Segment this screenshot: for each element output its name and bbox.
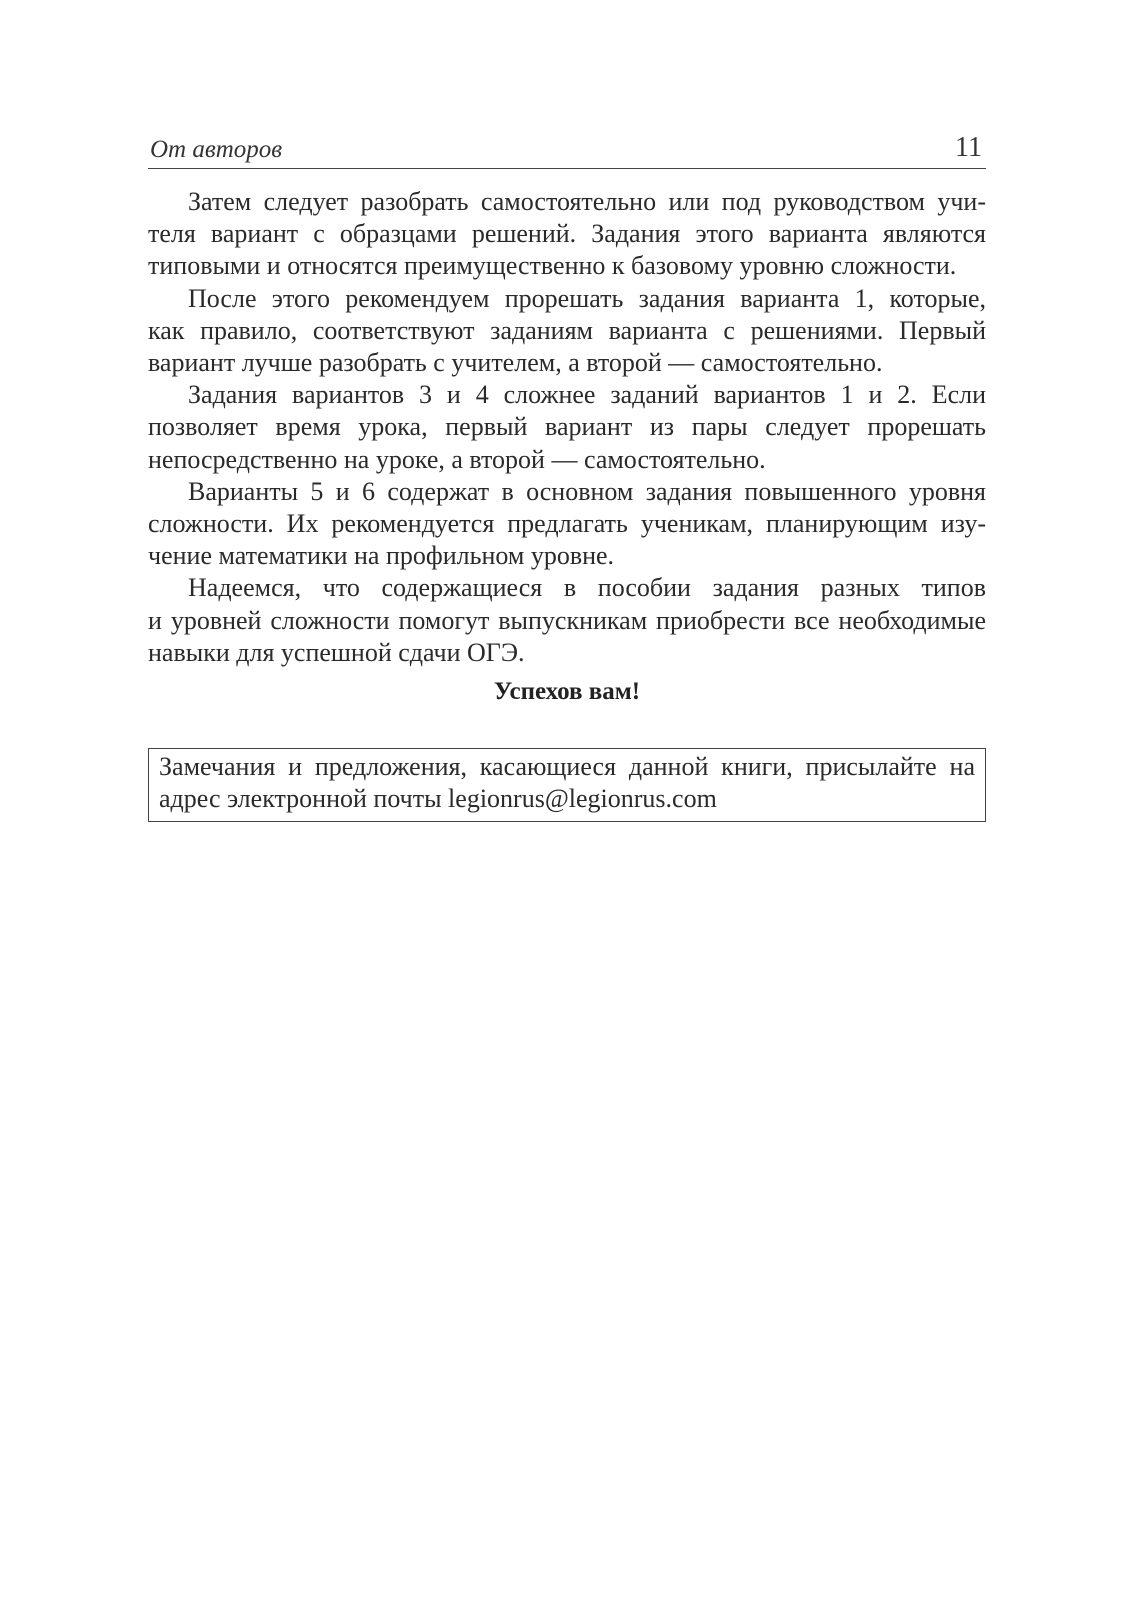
text-line: Затем следует разобрать самостоятельно или под руководством учи-: [188, 187, 986, 216]
text-line: типовыми и относятся преимущественно к базовому уровню сложности.: [148, 251, 957, 281]
text-line: непосредственно на уроке, а второй — самостоятельно.: [148, 444, 766, 474]
text-line: вариант лучше разобрать с учителем, а второй — самостоятельно.: [148, 348, 883, 378]
text-line: Варианты 5 и 6 содержат в основном задания повышенного уровня: [188, 476, 986, 506]
notice-line-email: адрес электронной почты legionrus@legionrus.com: [159, 784, 717, 813]
text-line: Надеемся, что содержащиеся в пособии задания разных типов: [188, 573, 986, 603]
text-line: позволяет время урока, первый вариант из пары следует прорешать: [148, 412, 986, 442]
paragraph: [148, 283, 986, 380]
text-line: и уровней сложности помогут выпускникам приобрести все необходимые: [148, 605, 986, 635]
page-number: 11: [955, 132, 982, 163]
text-line: После этого рекомендуем прорешать задания варианта 1, которые,: [188, 283, 986, 313]
closing-wish: Успехов вам!: [493, 678, 641, 705]
text-line: сложности. Их рекомендуется предлагать ученикам, планирующим изу-: [148, 509, 986, 539]
text-line: Задания вариантов 3 и 4 сложнее заданий вариантов 1 и 2. Если: [188, 380, 986, 410]
feedback-notice-box: [148, 748, 986, 822]
paragraph: [148, 476, 986, 573]
paragraph: [148, 379, 986, 476]
body-text: [148, 186, 986, 669]
paragraph: [148, 186, 986, 283]
text-line: теля вариант с образцами решений. Задания этого варианта являются: [148, 219, 986, 249]
notice-line: Замечания и предложения, касающиеся данной книги, присылайте на: [159, 752, 975, 781]
running-header: [148, 132, 986, 169]
paragraph: [148, 572, 986, 669]
running-header-title: От авторов: [150, 136, 283, 163]
text-line: как правило, соответствуют заданиям варианта с решениями. Первый: [148, 315, 986, 345]
text-line: навыки для успешной сдачи ОГЭ.: [148, 637, 525, 667]
text-line: чение математики на профильном уровне.: [148, 541, 615, 571]
